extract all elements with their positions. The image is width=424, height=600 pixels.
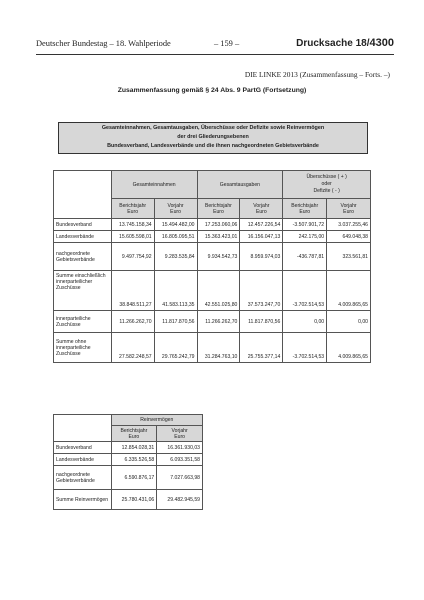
subheader: Vorjahr Euro	[240, 199, 283, 219]
row-label: Landesverbände	[54, 454, 112, 466]
cell-value: 9.497.754,92	[111, 243, 154, 271]
cell-value: 25.755.377,14	[240, 333, 283, 363]
table-row	[54, 454, 203, 466]
cell-value: 4.009.865,65	[327, 333, 371, 363]
cell-value: 12.854.028,31	[111, 442, 157, 454]
table-corner	[54, 415, 112, 442]
table-row	[54, 442, 203, 454]
cell-value: 17.253.060,06	[197, 219, 240, 231]
doc-number-prefix: Drucksache 18/	[296, 38, 370, 49]
cell-value: 15.363.423,01	[197, 231, 240, 243]
cell-value: 29.482.945,59	[157, 490, 203, 510]
group-header-net-assets: Reinvermögen	[111, 415, 202, 426]
cell-value: 8.959.974,03	[240, 243, 283, 271]
cell-value: 12.457.226,54	[240, 219, 283, 231]
subheader: Vorjahr Euro	[154, 199, 197, 219]
cell-value: 6.093.351,58	[157, 454, 203, 466]
banner-line-2: der drei Gliederungsebenen	[177, 134, 249, 140]
doc-number: 4300	[369, 37, 394, 49]
cell-value: 11.266.262,70	[111, 311, 154, 333]
cell-value: 31.284.763,10	[197, 333, 240, 363]
cell-value: -3.507.901,72	[283, 219, 327, 231]
row-label: Bundesverband	[54, 219, 112, 231]
cell-value: 11.266.262,70	[197, 311, 240, 333]
cell-value: 42.551.025,80	[197, 271, 240, 311]
cell-value: 25.780.431,06	[111, 490, 157, 510]
page-number: – 159 –	[214, 39, 240, 48]
cell-value: 0,00	[283, 311, 327, 333]
cell-value: 16.805.095,51	[154, 231, 197, 243]
cell-value: 41.583.113,35	[154, 271, 197, 311]
cell-value: 27.582.248,57	[111, 333, 154, 363]
cell-value: 9.283.535,84	[154, 243, 197, 271]
page-header	[36, 38, 394, 55]
table-row	[54, 271, 371, 311]
cell-value: 16.156.047,13	[240, 231, 283, 243]
table-corner	[54, 171, 112, 219]
group-header-income: Gesamteinnahmen	[111, 171, 197, 199]
subheader: Berichtsjahr Euro	[283, 199, 327, 219]
row-label: Summe einschließlich innerparteilicher Zuschüsse	[54, 271, 112, 311]
cell-value: 9.934.542,73	[197, 243, 240, 271]
cell-value: 29.765.242,79	[154, 333, 197, 363]
cell-value: 323.561,81	[327, 243, 371, 271]
cell-value: 4.009.865,65	[327, 271, 371, 311]
cell-value: -3.702.514,53	[283, 333, 327, 363]
summary-banner	[58, 122, 368, 154]
cell-value: 0,00	[327, 311, 371, 333]
cell-value: 6.590.876,17	[111, 466, 157, 490]
table-row	[54, 490, 203, 510]
table-row	[54, 243, 371, 271]
row-label: innerparteiliche Zuschüsse	[54, 311, 112, 333]
party-line: DIE LINKE 2013 (Zusammenfassung – Forts. –)	[244, 70, 390, 79]
table-row	[54, 333, 371, 363]
group-header-balance: Überschüsse ( + ) oder Defizite ( - )	[283, 171, 371, 199]
income-expense-table	[53, 170, 371, 363]
group-header-expense: Gesamtausgaben	[197, 171, 283, 199]
subheader: Vorjahr Euro	[157, 426, 203, 442]
row-label: nachgeordnete Gebietsverbände	[54, 243, 112, 271]
row-label: Landesverbände	[54, 231, 112, 243]
subheader: Berichtsjahr Euro	[111, 426, 157, 442]
table-row	[54, 219, 371, 231]
header-left: Deutscher Bundestag – 18. Wahlperiode	[36, 39, 171, 48]
row-label: Summe Reinvermögen	[54, 490, 112, 510]
cell-value: 11.817.870,56	[240, 311, 283, 333]
table-row	[54, 231, 371, 243]
cell-value: 15.494.482,00	[154, 219, 197, 231]
cell-value: 3.037.255,46	[327, 219, 371, 231]
cell-value: 6.335.526,58	[111, 454, 157, 466]
subheader: Berichtsjahr Euro	[197, 199, 240, 219]
cell-value: 38.848.511,27	[111, 271, 154, 311]
row-label: Bundesverband	[54, 442, 112, 454]
net-assets-table	[53, 414, 203, 510]
row-label: Summe ohne innerparteiliche Zuschüsse	[54, 333, 112, 363]
cell-value: -436.787,81	[283, 243, 327, 271]
cell-value: 11.817.870,56	[154, 311, 197, 333]
cell-value: 16.361.930,03	[157, 442, 203, 454]
cell-value: -3.702.514,53	[283, 271, 327, 311]
document-number	[296, 37, 394, 49]
cell-value: 242.175,00	[283, 231, 327, 243]
banner-line-3: Bundesverband, Landesverbände und die ihnen nachgeordneten Gebietsverbände	[107, 143, 319, 149]
page-title: Zusammenfassung gemäß § 24 Abs. 9 PartG (Fortsetzung)	[117, 87, 307, 94]
subheader: Vorjahr Euro	[327, 199, 371, 219]
cell-value: 37.573.247,70	[240, 271, 283, 311]
subheader: Berichtsjahr Euro	[111, 199, 154, 219]
cell-value: 7.027.663,98	[157, 466, 203, 490]
cell-value: 15.605.598,01	[111, 231, 154, 243]
table-row	[54, 466, 203, 490]
cell-value: 649.048,38	[327, 231, 371, 243]
cell-value: 13.745.158,34	[111, 219, 154, 231]
table-row	[54, 311, 371, 333]
banner-line-1: Gesamteinnahmen, Gesamtausgaben, Überschüsse oder Defizite sowie Reinvermögen	[101, 125, 325, 131]
row-label: nachgeordnete Gebietsverbände	[54, 466, 112, 490]
